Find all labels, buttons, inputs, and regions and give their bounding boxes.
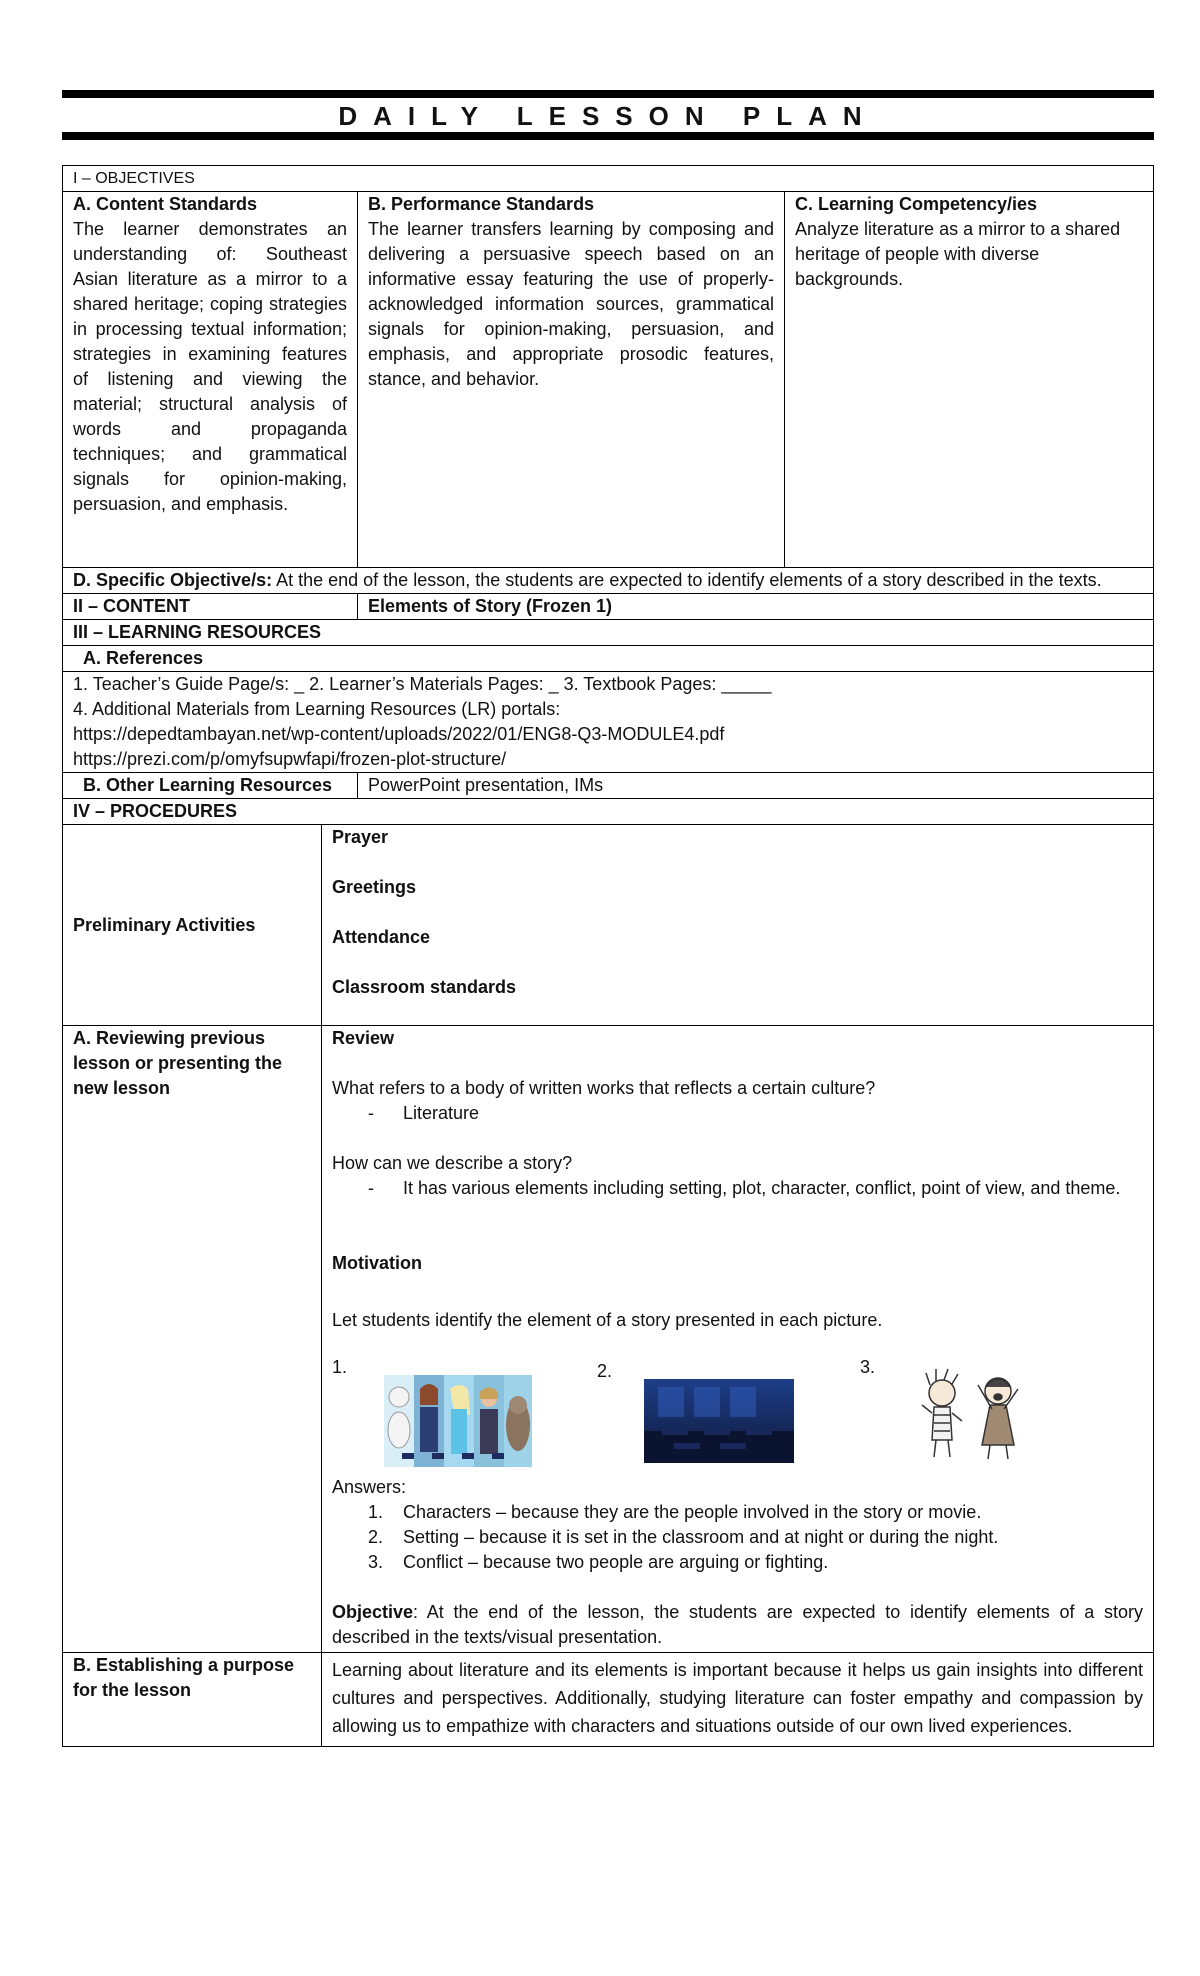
references-row (63, 645, 1153, 671)
conflict-image (912, 1365, 1032, 1465)
review-answer-2: - It has various elements including setting, plot, character, conflict, point of view, and theme. (368, 1176, 1143, 1201)
title-block (62, 90, 1154, 140)
standards-row (63, 191, 1153, 567)
review-label: A. Reviewing previous lesson or presenting the new lesson (73, 1028, 283, 1098)
review-content (321, 1026, 1153, 1652)
answer-text: Conflict – because two people are arguing or fighting. (403, 1552, 829, 1572)
procedures-heading: IV – PROCEDURES (73, 801, 238, 821)
answer-item (368, 1500, 1143, 1525)
objectives-header-row (63, 166, 1153, 191)
purpose-label: B. Establishing a purpose for the lesson (73, 1655, 295, 1700)
motivation-title: Motivation (332, 1253, 422, 1273)
additional-materials-line: 4. Additional Materials from Learning Resources (LR) portals: (73, 699, 561, 719)
reference-url-2[interactable]: https://prezi.com/p/omyfsupwfapi/frozen-plot-structure/ (73, 749, 507, 769)
procedures-header-row (63, 798, 1153, 824)
lesson-plan-table (62, 165, 1154, 1747)
other-resources-value: PowerPoint presentation, IMs (357, 773, 1153, 798)
competencies-cell (784, 192, 1153, 567)
motivation-text: Let students identify the element of a story presented in each picture. (332, 1310, 883, 1330)
references-label: A. References (83, 648, 204, 668)
picture-number-1: 1. (332, 1357, 348, 1377)
preliminary-item: Prayer (332, 827, 389, 847)
content-standards-cell (63, 192, 357, 567)
content-standards-text: The learner demonstrates an understanding of: Southeast Asian literature as a mirror to a shared heritage; coping strategies in processing textual information; strategies in examining features of listening and viewing the material; structural analysis of words and propaganda techniques; and grammatical signals for opinion-making, persuasion, and emphasis. (73, 219, 347, 514)
specific-objective-cell (63, 568, 1153, 593)
bottom-rule (62, 132, 1154, 140)
objective-text: : At the end of the lesson, the students are expected to identify elements of a story described in the texts/visual presentation. (332, 1602, 1143, 1647)
answers-label: Answers: (332, 1477, 407, 1497)
reference-url-1[interactable]: https://depedtambayan.net/wp-content/uploads/2022/01/ENG8-Q3-MODULE4.pdf (73, 724, 725, 744)
review-answer-1: - Literature (368, 1101, 1143, 1126)
review-title: Review (332, 1028, 395, 1048)
setting-image (644, 1379, 794, 1463)
performance-standards-cell (357, 192, 784, 567)
top-rule (62, 90, 1154, 98)
resources-heading: III – LEARNING RESOURCES (73, 622, 322, 642)
preliminary-label-text: Preliminary Activities (73, 914, 256, 935)
specific-objective-label: D. Specific Objective/s: (73, 570, 273, 590)
objectives-heading: I – OBJECTIVES (73, 170, 195, 187)
content-standards-label: A. Content Standards (73, 194, 258, 214)
objective-label: Objective (332, 1602, 414, 1622)
specific-objective-row (63, 567, 1153, 593)
competencies-label: C. Learning Competency/ies (795, 194, 1038, 214)
competencies-text: Analyze literature as a mirror to a shared heritage of people with diverse backgrounds. (795, 219, 1121, 289)
preliminary-items (321, 825, 1153, 1025)
preliminary-item: Attendance (332, 927, 431, 947)
lesson-objective (332, 1600, 1143, 1652)
answer-number: 1. (368, 1502, 384, 1522)
review-question-1: What refers to a body of written works that reflects a certain culture? (332, 1078, 876, 1098)
preliminary-item: Classroom standards (332, 977, 517, 997)
preliminary-label (63, 825, 321, 1025)
answer-text: Characters – because they are the people involved in the story or movie. (403, 1502, 982, 1522)
references-detail-cell (63, 672, 1153, 772)
review-question-2: How can we describe a story? (332, 1153, 573, 1173)
other-resources-label: B. Other Learning Resources (83, 775, 333, 795)
answer-text: Setting – because it is set in the classroom and at night or during the night. (403, 1527, 999, 1547)
answer-number: 2. (368, 1527, 384, 1547)
performance-standards-label: B. Performance Standards (368, 194, 595, 214)
content-heading: II – CONTENT (73, 596, 191, 616)
specific-objective-text: At the end of the lesson, the students are expected to identify elements of a story described in the texts. (276, 570, 1102, 590)
purpose-row (63, 1652, 1153, 1746)
preliminary-row (63, 824, 1153, 1025)
content-row (63, 593, 1153, 619)
answer-number: 3. (368, 1552, 384, 1572)
performance-standards-text: The learner transfers learning by composing and delivering a persuasive speech based on an informative essay featuring the use of properly-acknowledged information sources, grammatical signals for opinion-making, persuasion, and emphasis, and appropriate prosodic features, stance, and behavior. (368, 219, 774, 389)
characters-image (384, 1375, 532, 1467)
resources-header-row (63, 619, 1153, 645)
other-resources-row (63, 772, 1153, 798)
picture-number-3: 3. (860, 1357, 876, 1377)
picture-number-2: 2. (597, 1361, 613, 1381)
purpose-text: Learning about literature and its elements is important because it helps us gain insights into different cultures and perspectives. Additionally, studying literature can foster empathy and compassion by allowing us to empathize with characters and situations outside of our own lived experiences. (321, 1653, 1153, 1746)
answer-item (368, 1525, 1143, 1550)
reference-pages-line: 1. Teacher’s Guide Page/s: _ 2. Learner’s Materials Pages: _ 3. Textbook Pages: _____ (73, 674, 772, 694)
review-row (63, 1025, 1153, 1652)
page-title: DAILY LESSON PLAN (338, 101, 878, 131)
references-detail-row (63, 671, 1153, 772)
preliminary-item: Greetings (332, 877, 417, 897)
answer-item (368, 1550, 1143, 1575)
motivation-pictures (332, 1355, 1143, 1475)
answers-list (332, 1500, 1143, 1575)
content-value: Elements of Story (Frozen 1) (357, 594, 1153, 619)
